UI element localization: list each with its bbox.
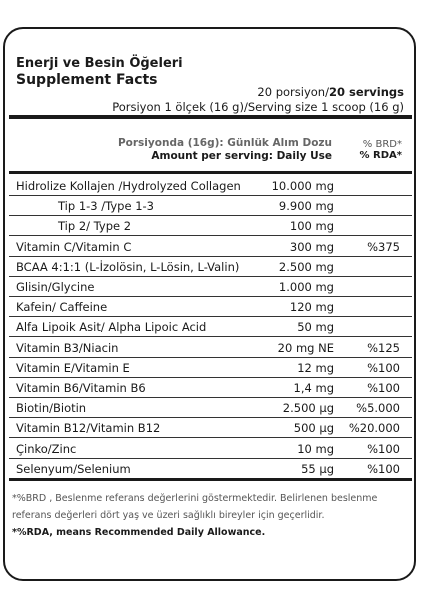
nutrient-percent: %375 <box>367 239 400 254</box>
table-row <box>9 277 412 297</box>
table-row <box>9 297 412 317</box>
nutrient-amount: 20 mg NE <box>277 340 334 355</box>
table-row <box>9 338 412 358</box>
nutrient-name: Glisin/Glycine <box>16 280 95 294</box>
nutrient-amount: 1,4 mg <box>293 381 334 395</box>
amount-header-tr: Porsiyonda (16g): Günlük Alım Dozu <box>117 137 332 149</box>
nutrient-percent: %125 <box>367 340 400 355</box>
nutrient-amount: 12 mg <box>297 360 334 375</box>
nutrient-name: Tip 1-3 /Type 1-3 <box>58 199 154 214</box>
servings-en: 20 servings <box>328 85 404 99</box>
title-turkish: Enerji ve Besin Öğeleri <box>16 56 183 71</box>
nutrient-name: Vitamin C/Vitamin C <box>16 239 132 254</box>
nutrient-name: Alfa Lipoik Asit/ Alpha Lipoic Acid <box>16 320 207 335</box>
servings-tr: 20 porsiyon/ <box>257 85 329 99</box>
nutrient-name: Vitamin E/Vitamin E <box>16 360 130 375</box>
nutrient-name: BCAA 4:1:1 (L-İzolösin, L-Lösin, L-Valin) <box>16 259 240 274</box>
nutrient-name: Hidrolize Kollajen /Hydrolyzed Collagen <box>16 179 241 193</box>
rda-header: % RDA* <box>359 150 402 161</box>
thick-divider-header <box>9 171 412 174</box>
nutrient-amount: 2.500 mg <box>278 259 334 274</box>
nutrient-amount: 100 mg <box>289 219 334 234</box>
table-row <box>9 257 412 277</box>
nutrient-amount: 50 mg <box>297 320 334 335</box>
nutrient-name: Çinko/Zinc <box>16 441 77 456</box>
nutrient-name: Tip 2/ Type 2 <box>58 219 132 234</box>
title-english: Supplement Facts <box>16 72 158 88</box>
nutrient-percent: %20.000 <box>348 421 400 436</box>
nutrient-amount: 10 mg <box>297 441 334 456</box>
nutrient-name: Kafein/ Caffeine <box>16 300 108 315</box>
table-row <box>9 216 412 236</box>
table-row <box>9 459 412 479</box>
amount-header-en: Amount per serving: Daily Use <box>151 150 332 162</box>
table-row <box>9 358 412 378</box>
thick-divider-bottom <box>9 478 412 481</box>
nutrient-name: Vitamin B12/Vitamin B12 <box>16 421 161 436</box>
servings-per-container <box>257 85 404 99</box>
thick-divider-top <box>9 115 412 119</box>
serving-size: Porsiyon 1 ölçek (16 g)/Serving size 1 scoop (16 g) <box>112 100 404 114</box>
table-row <box>9 418 412 438</box>
nutrient-percent: %100 <box>367 461 400 476</box>
table-row <box>9 237 412 257</box>
nutrient-amount: 300 mg <box>289 239 334 254</box>
nutrient-percent: %100 <box>367 381 400 395</box>
nutrient-name: Vitamin B6/Vitamin B6 <box>16 381 146 395</box>
nutrient-amount: 2.500 µg <box>282 401 334 416</box>
nutrient-amount: 10.000 mg <box>271 179 334 193</box>
table-row <box>9 398 412 418</box>
nutrient-percent: %5.000 <box>356 401 400 416</box>
nutrient-amount: 9.900 mg <box>278 199 334 214</box>
nutrient-amount: 500 µg <box>293 421 334 436</box>
nutrient-amount: 120 mg <box>289 300 334 315</box>
nutrient-name: Biotin/Biotin <box>16 401 87 416</box>
nutrient-amount: 1.000 mg <box>278 280 334 294</box>
table-row <box>9 317 412 337</box>
brd-header: % BRD* <box>362 139 402 150</box>
table-row <box>9 378 412 398</box>
nutrient-name: Vitamin B3/Niacin <box>16 340 119 355</box>
nutrient-name: Selenyum/Selenium <box>16 461 131 476</box>
nutrient-amount: 55 µg <box>301 461 334 476</box>
table-row <box>9 196 412 216</box>
footnote-brd: *%BRD , Beslenme referans değerlerini göstermektedir. Belirlenen beslenme referans değerleri dört yaş ve üzeri sağlıklı bireyler için geçerlidir. <box>12 493 378 521</box>
table-row <box>9 176 412 196</box>
nutrient-percent: %100 <box>367 441 400 456</box>
table-row <box>9 439 412 459</box>
nutrient-percent: %100 <box>367 360 400 375</box>
footnote-rda: *%RDA, means Recommended Daily Allowance. <box>12 527 266 538</box>
